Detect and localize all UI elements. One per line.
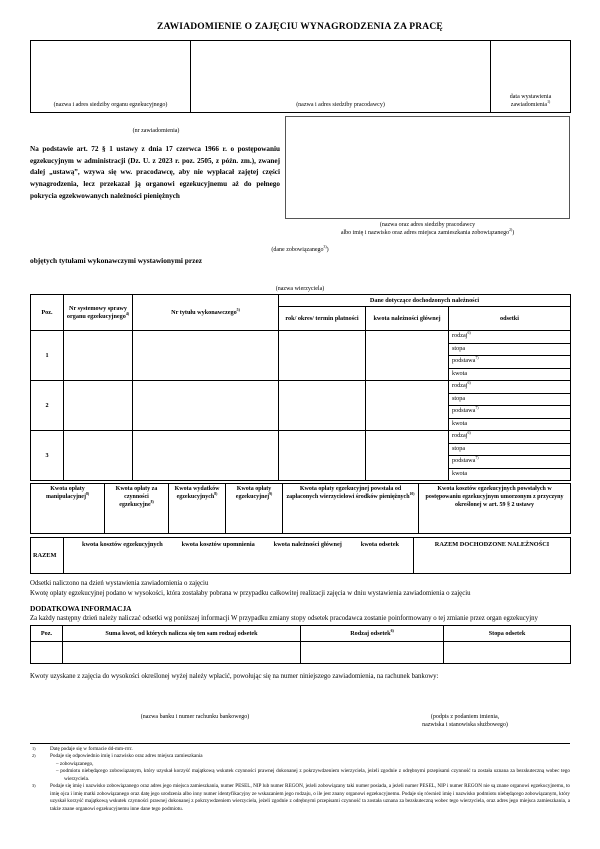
interest-type-field-3[interactable]: rodzaj$^{6)}$ <box>449 431 571 444</box>
col-header-interest: odsetki <box>449 307 571 331</box>
interest-rate-field-2[interactable]: stopa <box>449 393 571 406</box>
totals-items-field[interactable] <box>64 538 414 574</box>
additional-info-heading: DODATKOWA INFORMACJA <box>30 604 132 614</box>
additional-info-text: Za każdy następny dzień należy naliczać odsetki wg poniższej informacji W przypadku zmiany stopy odsetek pracodawca zostanie poinformowany o tej zmianie przez organ egzekucyjny <box>30 615 538 623</box>
title-number-field-3[interactable] <box>133 431 279 481</box>
fee-expenses-field[interactable]: Kwota wydatków egzekucyjnych$^{8)}$ <box>169 484 226 534</box>
row-number-3: 3 <box>31 431 64 481</box>
col-header-case-number: Nr systemowy sprawy organu egzekucyjnego$^{4)}$ <box>64 295 133 331</box>
addressee-column <box>285 116 570 237</box>
footnote-list-item: – podmiotu niebędącego zobowiązanym, który uzyskał korzyść majątkową wskutek czynności prawnej dokonanej z pokrzywdzeniem wierzyciela, jeżeli zgodnie z odrębnymi przepisami czynność ta została uznana za bezskuteczną wobec tego wierzyciela. <box>56 768 570 782</box>
interest-basis-field-1[interactable]: podstawa$^{7)}$ <box>449 356 571 369</box>
footnote-ref-1: 1) <box>547 99 551 104</box>
footnote-ref-2: 2) <box>509 228 513 233</box>
info-header-sum: Suma kwot, od których nalicza się ten sam rodzaj odsetek <box>63 626 301 642</box>
footnote-1 <box>30 746 570 754</box>
principal-field-3[interactable] <box>366 431 449 481</box>
footnote-ref-4: 4) <box>125 311 130 316</box>
footnote-ref-10: 10) <box>409 491 415 496</box>
notice-number-caption: (nr zawiadomienia) <box>132 128 180 134</box>
table-row <box>31 626 571 642</box>
table-row <box>31 381 571 394</box>
footnote-text: Datę podaje się w formacie dd-mm-rrrr. <box>50 745 133 752</box>
row-number-1: 1 <box>31 331 64 381</box>
footnote-text: Podaje się imię i nazwisko zobowiązanego oraz adres jego miejsca zamieszkania, numer PESEL, NIP lub numer REGON, jeżeli zobowiązany taki numer posiada, a jeżeli numer PESEL, NIP i numer REGON nie są znane organowi egzekucyjnemu, to imię ojca i imię matki zobowiązanego oraz datę jego urodzenia albo inny numer identyfikacyjny ze wskazaniem jego rodzaju, o ile jest znany organowi egzekucyjnemu. Podaje się również imię i nazwisko podmiotu niebędącego zobowiązanym, który uzyskał korzyść majątkową wskutek czynności prawnej dokonanej z pokrzywdzeniem wierzyciela, jeżeli zgodnie z odrębnymi przepisami czynność ta została uznana za bezskuteczną wobec tego wierzyciela, oraz adres jego miejsca zamieszkania, a także znane organowi egzekucyjnemu inne dane tego podmiotu. <box>50 783 570 812</box>
footnote-text: Podaje się odpowiednio imię i nazwisko oraz adres miejsca zamieszkania – zobowiązanego, – podmiotu niebędącego zobowiązanym, który uzyskał korzyść majątkową wskutek czynności prawnej dokonanej z pokrzywdzeniem wierzyciela, jeżeli zgodnie z odrębnymi przepisami czynność ta została uznana za bezskuteczną wobec tego wierzyciela. <box>50 753 570 782</box>
org-address-field[interactable] <box>31 41 191 113</box>
payment-instruction-text: Kwoty uzyskane z zajęcia do wysokości określonej wyżej należy wpłacić, powołując się na numer niniejszego zawiadomienia, na rachunek bankowy: <box>30 673 439 681</box>
info-type-field[interactable] <box>301 642 444 664</box>
table-row <box>31 431 571 444</box>
footnotes-section <box>30 743 570 814</box>
totals-items: kwota kosztów egzekucyjnych kwota kosztów upomnienia kwota należności głównej kwota odsetek <box>82 541 399 549</box>
table-row <box>31 538 571 574</box>
totals-table <box>30 537 571 574</box>
info-poz-field[interactable] <box>31 642 63 664</box>
left-column <box>30 116 285 237</box>
col-header-period: rok/ okres/ termin płatności <box>279 307 366 331</box>
row-number-2: 2 <box>31 381 64 431</box>
interest-rate-field-1[interactable]: stopa <box>449 343 571 356</box>
creditor-name-caption: (nazwa wierzyciela) <box>275 286 325 293</box>
title-number-field-1[interactable] <box>133 331 279 381</box>
footnote-ref-6: 6) <box>467 381 471 386</box>
interest-amount-field-1[interactable]: kwota <box>449 368 571 381</box>
info-rate-field[interactable] <box>444 642 571 664</box>
footnote-ref-7: 7) <box>475 356 479 361</box>
signature-row <box>30 713 570 729</box>
org-address-caption: (nazwa i adres siedziby organu egzekucyjnego) <box>53 101 168 108</box>
footnote-number: 3) <box>32 783 36 789</box>
interest-note: Odsetki naliczono na dzień wystawienia zawiadomienia o zajęciu <box>30 580 209 588</box>
table-row <box>31 484 571 534</box>
interest-basis-field-3[interactable]: podstawa$^{7)}$ <box>449 456 571 469</box>
issue-date-caption: data wystawienia zawiadomienia$^{1)}$ <box>509 94 552 108</box>
period-field-1[interactable] <box>279 331 366 381</box>
footnote-list-item: – zobowiązanego, <box>56 760 94 767</box>
footnote-ref-8: 8) <box>150 499 154 504</box>
table-row <box>31 331 571 344</box>
notes-block <box>30 579 570 598</box>
interest-type-field-2[interactable]: rodzaj$^{6)}$ <box>449 381 571 394</box>
interest-info-table <box>30 625 571 664</box>
case-number-field-2[interactable] <box>64 381 133 431</box>
fee-enforcement-field[interactable]: Kwota opłaty egzekucyjnej$^{9)}$ <box>226 484 283 534</box>
col-header-title-number: Nr tytułu wykonawczego$^{5)}$ <box>133 295 279 331</box>
footnote-ref-6: 6) <box>467 431 471 436</box>
col-group-claims: Dane dotyczące dochodzonych należności <box>279 295 571 307</box>
issue-date-field[interactable] <box>491 41 571 113</box>
footnote-ref-6: 6) <box>390 629 394 634</box>
info-sum-field[interactable] <box>63 642 301 664</box>
interest-type-field-1[interactable]: rodzaj$^{6)}$ <box>449 331 571 344</box>
bank-account-caption: (nazwa banku i numer rachunku bankowego) <box>140 714 250 721</box>
col-header-principal: kwota należności głównej <box>366 307 449 331</box>
totals-label: RAZEM <box>31 538 64 574</box>
fee-enforcement-actions-field[interactable]: Kwota opłaty za czynności egzekucyjne$^{8)}$ <box>105 484 169 534</box>
case-number-field-3[interactable] <box>64 431 133 481</box>
header-table <box>30 40 571 113</box>
addressee-caption: (nazwa oraz adres siedziby pracodawcy albo imię i nazwisko oraz adres miejsca zamieszkania zobowiązanego$^{2)}$) <box>340 222 515 237</box>
claims-table <box>30 294 571 481</box>
employer-address-caption: (nazwa i adres siedziby pracodawcy) <box>296 101 385 108</box>
footnote-ref-7: 7) <box>475 456 479 461</box>
fees-table <box>30 483 571 534</box>
footnote-ref-6: 6) <box>467 331 471 336</box>
footnote-ref-7: 7) <box>475 406 479 411</box>
interest-amount-field-2[interactable]: kwota <box>449 418 571 431</box>
info-header-type: Rodzaj odsetek$^{6)}$ <box>301 626 444 642</box>
fee-manipulation-field[interactable]: Kwota opłaty manipulacyjnej$^{8)}$ <box>31 484 105 534</box>
footnote-ref-9: 9) <box>269 491 273 496</box>
fee-discontinued-costs-field[interactable]: Kwota kosztów egzekucyjnych powstałych w postępowaniu egzekucyjnym umorzonym z przyczyny określonej w art. 59 § 2 ustawy <box>419 484 571 534</box>
footnote-ref-5: 5) <box>236 307 240 312</box>
debtor-data-caption: (dane zobowiązanego$^{3)}$) <box>271 245 329 254</box>
footnote-ref-8: 8) <box>85 491 90 496</box>
case-number-field-1[interactable] <box>64 331 133 381</box>
title-number-field-2[interactable] <box>133 381 279 431</box>
footnote-ref-3: 3) <box>323 245 327 250</box>
principal-field-2[interactable] <box>366 381 449 431</box>
executive-titles-text: objętych tytułami wykonawczymi wystawionymi przez <box>30 256 203 266</box>
addressee-field[interactable] <box>285 116 570 219</box>
period-field-2[interactable] <box>279 381 366 431</box>
interest-basis-field-2[interactable]: podstawa$^{7)}$ <box>449 406 571 419</box>
info-header-poz: Poz. <box>31 626 63 642</box>
info-header-rate: Stopa odsetek <box>444 626 571 642</box>
footnote-2 <box>30 753 570 783</box>
period-field-3[interactable] <box>279 431 366 481</box>
signature-caption: (podpis z podaniem imienia, nazwiska i stanowiska służbowego) <box>422 714 508 729</box>
interest-rate-field-3[interactable]: stopa <box>449 443 571 456</box>
page-title: ZAWIADOMIENIE O ZAJĘCIU WYNAGRODZENIA ZA PRACĘ <box>157 22 443 32</box>
interest-amount-field-3[interactable]: kwota <box>449 468 571 481</box>
footnote-number: 1) <box>32 745 36 751</box>
legal-basis-text: Na podstawie art. 72 § 1 ustawy z dnia 17 czerwca 1966 r. o postępowaniu egzekucyjnym w administracji (Dz. U. z 2023 r. poz. 2505, z późn. zm.), zwanej dalej „ustawą”, wzywa się ww. pracodawcę, aby nie wypłacał zajętej części wynagrodzenia, lecz przekazał ją organowi egzekucyjnemu aż do pełnego pokrycia egzekwowanych należności pieniężnych <box>30 145 280 200</box>
footnote-number: 2) <box>32 753 36 759</box>
employer-address-field[interactable] <box>191 41 491 113</box>
fee-note: Kwotę opłaty egzekucyjnej podano w wysokości, która zostałaby pobrana w przypadku całkowitej realizacji zajęcia w dniu wystawienia zawiadomienia o zajęciu <box>30 589 471 597</box>
footnote-3 <box>30 783 570 813</box>
col-header-poz: Poz. <box>31 295 64 331</box>
table-row <box>31 642 571 664</box>
footnote-ref-8: 8) <box>214 491 218 496</box>
fee-paid-creditor-field[interactable]: Kwota opłaty egzekucyjnej powstała od zapłaconych wierzycielowi środków pieniężnych$^{10)}$ <box>283 484 419 534</box>
principal-field-1[interactable] <box>366 331 449 381</box>
middle-section <box>30 116 570 237</box>
grand-total-field[interactable]: RAZEM DOCHODZONE NALEŻNOŚCI <box>414 538 571 574</box>
